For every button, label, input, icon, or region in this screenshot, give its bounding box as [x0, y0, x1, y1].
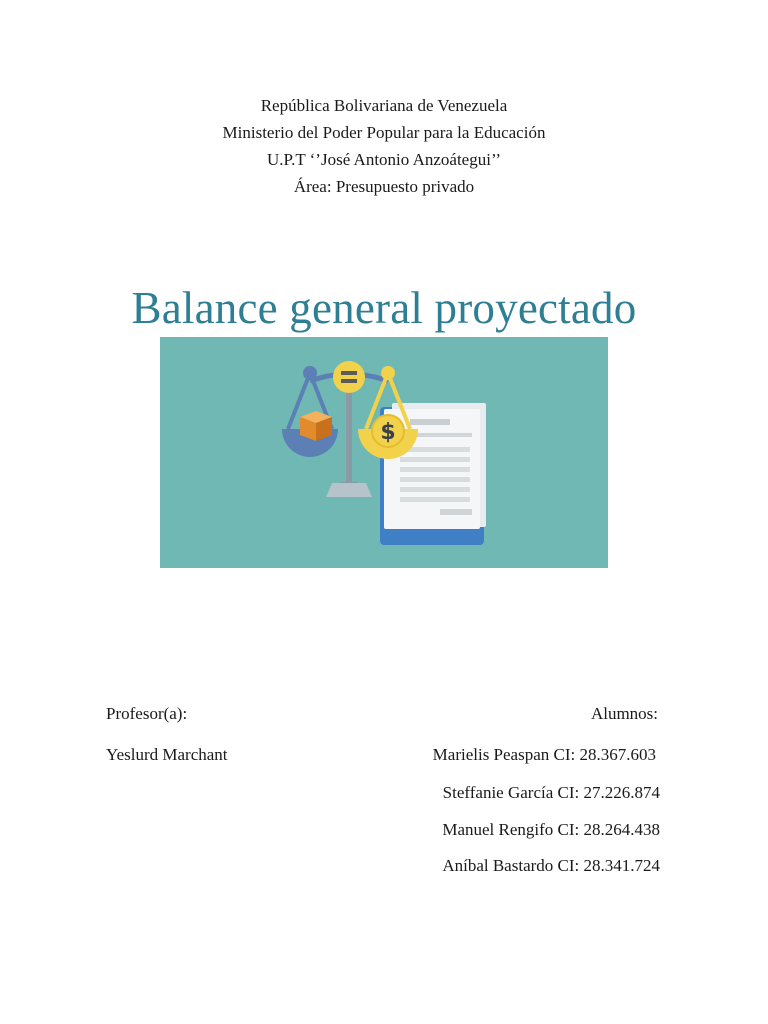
equals-icon	[333, 361, 365, 393]
institution-header	[0, 92, 768, 200]
header-line-country: República Bolivariana de Venezuela	[260, 96, 508, 115]
profesor-label: Profesor(a):	[106, 704, 188, 723]
profesor-name: Yeslurd Marchant	[106, 745, 228, 764]
student-entry: Steffanie García CI: 27.226.874	[442, 783, 660, 802]
cover-illustration	[160, 337, 608, 568]
alumnos-label: Alumnos:	[590, 704, 658, 723]
dollar-icon	[372, 415, 404, 447]
header-line-university: U.P.T ‘’José Antonio Anzoátegui’’	[266, 150, 502, 169]
illustration-svg	[160, 337, 608, 568]
box-icon	[300, 411, 332, 441]
student-entry: Aníbal Bastardo CI: 28.341.724	[442, 856, 660, 875]
header-line-ministry: Ministerio del Poder Popular para la Educación	[222, 123, 546, 142]
svg-text:$: $	[380, 420, 396, 445]
document-title: Balance general proyectado	[131, 283, 637, 333]
header-line-area: Área: Presupuesto privado	[293, 177, 475, 196]
student-entry: Marielis Peaspan CI: 28.367.603	[432, 745, 656, 764]
student-entry: Manuel Rengifo CI: 28.264.438	[442, 820, 660, 839]
